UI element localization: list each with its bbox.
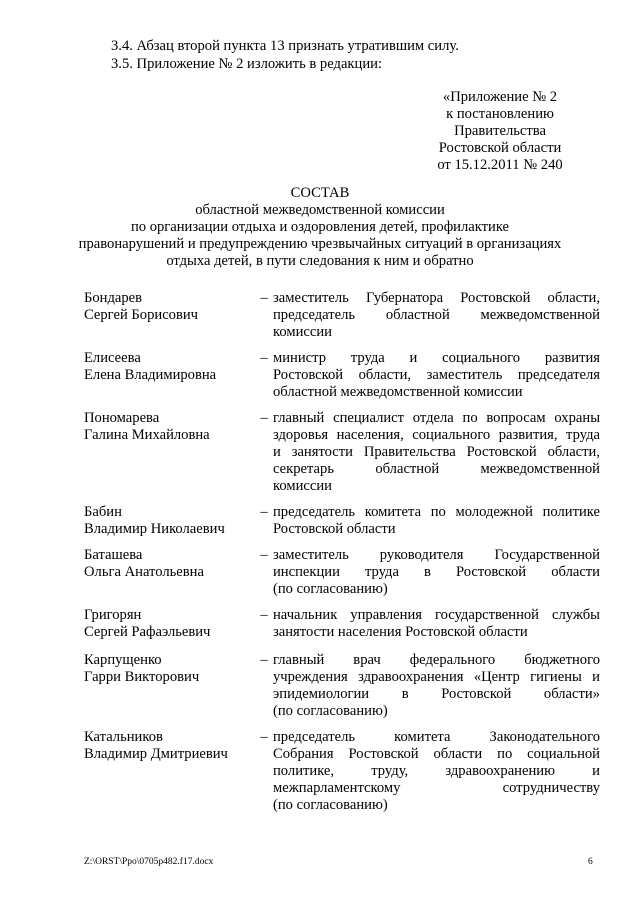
position-line: председатель комитета Законодательного (273, 729, 600, 745)
dash: – (260, 547, 268, 563)
member-given-name: Ольга Анатольевна (84, 564, 204, 580)
position-line: заместитель Губернатора Ростовской области, (273, 290, 600, 306)
member-given-name: Сергей Рафаэльевич (84, 624, 211, 640)
member-position (273, 729, 600, 814)
position-line: здоровья населения, социального развития, труда (273, 427, 600, 443)
dash: – (260, 350, 268, 366)
member-name (84, 410, 254, 444)
member-surname: Бондарев (84, 290, 143, 306)
dash: – (260, 504, 268, 520)
member-name (84, 350, 254, 384)
appendix-header-line: от 15.12.2011 № 240 (437, 157, 563, 173)
position-line: учреждения здравоохранения «Центр гигиены и (273, 669, 600, 685)
member-surname: Григорян (84, 607, 142, 623)
appendix-header-line: к постановлению (446, 106, 554, 122)
member-name (84, 504, 254, 538)
position-line: (по согласованию) (273, 703, 388, 719)
member-given-name: Сергей Борисович (84, 307, 199, 323)
member-position (273, 410, 600, 495)
member-given-name: Елена Владимировна (84, 367, 217, 383)
position-line: главный врач федерального бюджетного (273, 652, 600, 668)
position-line: политике, труду, здравоохранению и (273, 763, 600, 779)
member-name (84, 652, 254, 686)
position-line: комиссии (273, 324, 332, 340)
position-line: секретарь областной межведомственной (273, 461, 600, 477)
position-line: Ростовской области, заместитель председателя (273, 367, 600, 383)
position-line: заместитель руководителя Государственной (273, 547, 600, 563)
appendix-header-line: Правительства (454, 123, 546, 139)
member-surname: Бабин (84, 504, 122, 520)
position-line: и занятости Правительства Ростовской области, (273, 444, 600, 460)
dash: – (260, 652, 268, 668)
position-line: Собрания Ростовской области по социальной (273, 746, 600, 762)
member-surname: Катальников (84, 729, 163, 745)
appendix-header-line: «Приложение № 2 (442, 89, 558, 105)
member-surname: Баташева (84, 547, 143, 563)
position-line: областной межведомственной комиссии (273, 384, 523, 400)
position-line: занятости населения Ростовской области (273, 624, 528, 640)
position-line: председатель областной межведомственной (273, 307, 600, 323)
position-line: министр труда и социального развития (273, 350, 600, 366)
title-line: по организации отдыха и оздоровления детей, профилактике (130, 219, 510, 235)
position-line: Ростовской области (273, 521, 396, 537)
position-line: эпидемиологии в Ростовской области» (273, 686, 600, 702)
member-name (84, 290, 254, 324)
intro-line-2: 3.5. Приложение № 2 изложить в редакции: (111, 56, 382, 72)
dash: – (260, 607, 268, 623)
document-title (60, 185, 580, 270)
title-line: СОСТАВ (290, 185, 350, 201)
position-line: комиссии (273, 478, 332, 494)
page-number: 6 (588, 857, 593, 867)
position-line: инспекции труда в Ростовской области (273, 564, 600, 580)
appendix-header-line: Ростовской области (438, 140, 562, 156)
intro-line-1: 3.4. Абзац второй пункта 13 признать утратившим силу. (111, 38, 459, 54)
member-given-name: Владимир Дмитриевич (84, 746, 228, 762)
member-position (273, 652, 600, 720)
position-line: начальник управления государственной службы (273, 607, 600, 623)
position-line: межпарламентскому сотрудничеству (273, 780, 600, 796)
member-surname: Пономарева (84, 410, 160, 426)
title-line: правонарушений и предупреждению чрезвычайных ситуаций в организациях (78, 236, 562, 252)
title-line: отдыха детей, в пути следования к ним и обратно (166, 253, 474, 269)
member-surname: Елисеева (84, 350, 141, 366)
position-line: главный специалист отдела по вопросам охраны (273, 410, 600, 426)
member-given-name: Гарри Викторович (84, 669, 200, 685)
member-position (273, 607, 600, 641)
appendix-header (400, 89, 600, 174)
title-line: областной межведомственной комиссии (195, 202, 445, 218)
position-line: (по согласованию) (273, 581, 388, 597)
position-line: председатель комитета по молодежной политике (273, 504, 600, 520)
dash: – (260, 729, 268, 745)
footer-file-path: Z:\ORST\Ppo\0705p482.f17.docx (84, 857, 214, 867)
member-name (84, 729, 254, 763)
member-position (273, 290, 600, 341)
member-position (273, 547, 600, 598)
member-surname: Карпущенко (84, 652, 162, 668)
member-name (84, 547, 254, 581)
member-position (273, 350, 600, 401)
dash: – (260, 410, 268, 426)
member-given-name: Владимир Николаевич (84, 521, 225, 537)
member-given-name: Галина Михайловна (84, 427, 210, 443)
position-line: (по согласованию) (273, 797, 388, 813)
dash: – (260, 290, 268, 306)
member-name (84, 607, 254, 641)
member-position (273, 504, 600, 538)
